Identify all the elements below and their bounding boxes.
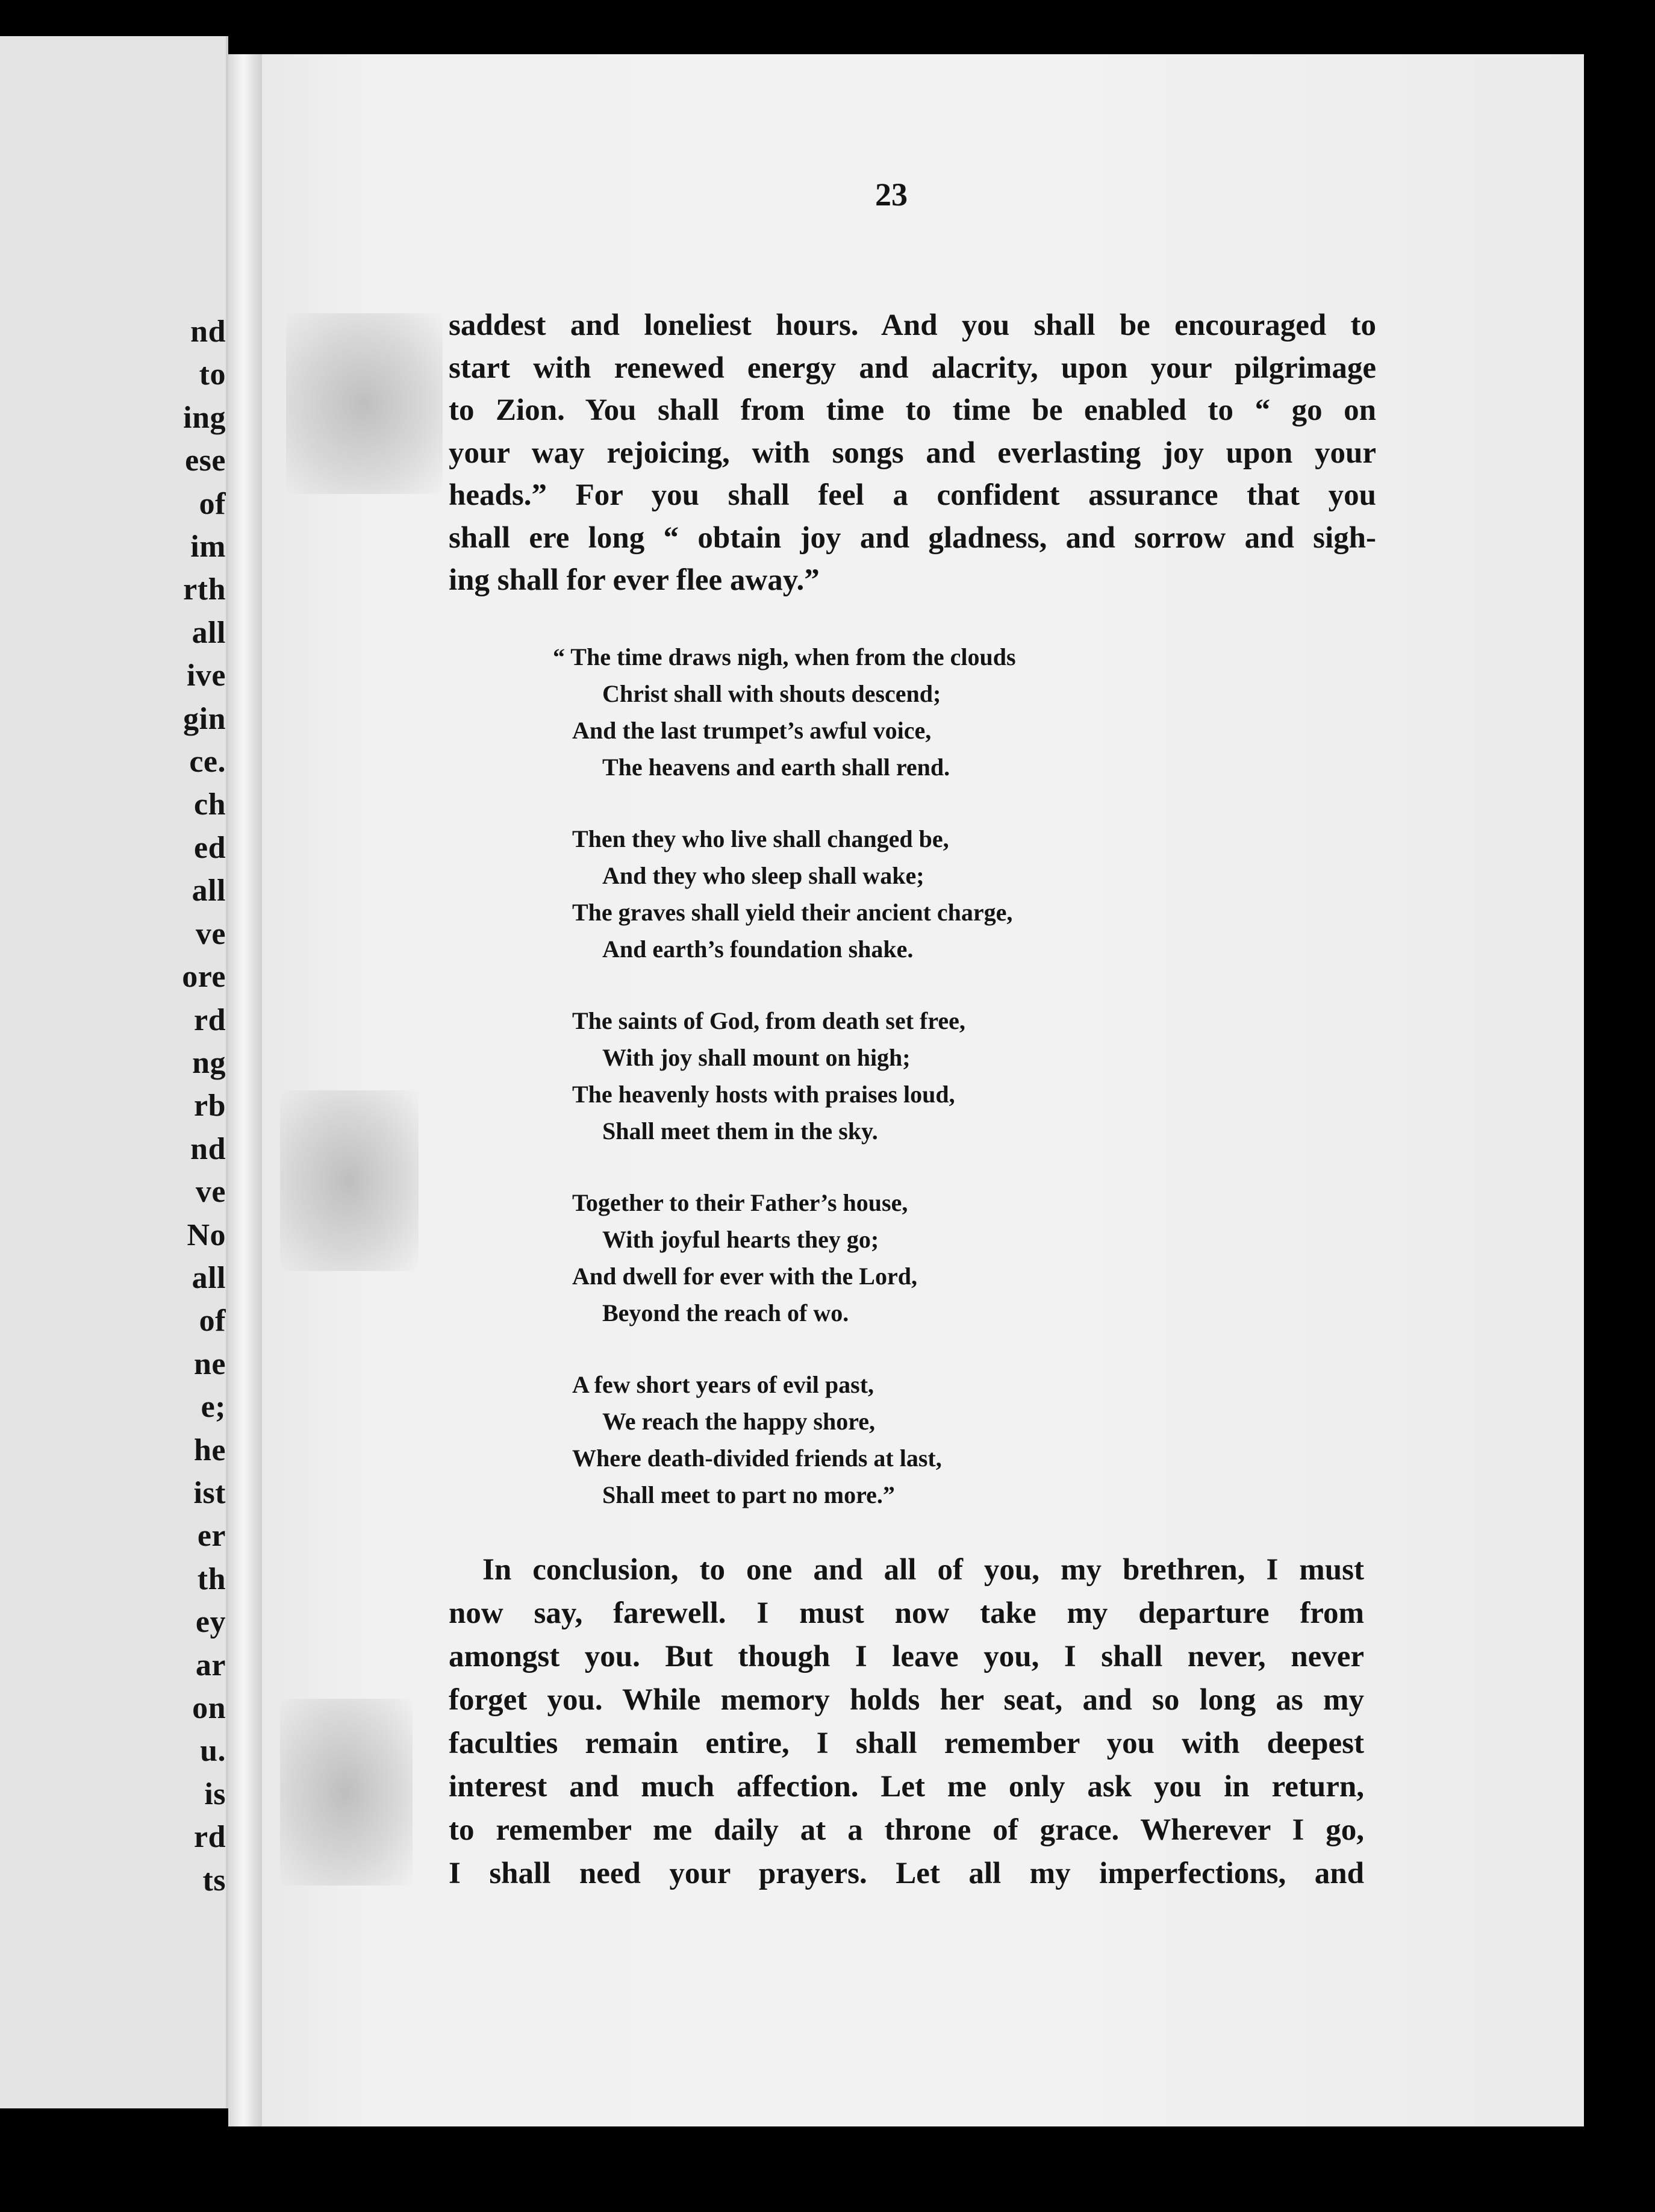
left-fragment: th	[197, 1561, 226, 1596]
left-fragment: ed	[194, 830, 226, 865]
text-line: In conclusion, to one and all of you, my brethren, I must	[482, 1553, 1364, 1587]
poem-line: And earth’s foundation shake.	[602, 936, 914, 963]
text-line: ing shall for ever flee away.”	[449, 563, 820, 597]
left-fragment: ist	[193, 1475, 226, 1510]
left-fragment: on	[192, 1691, 226, 1725]
left-page-text-fragments	[142, 310, 226, 1902]
poem-line: With joyful hearts they go;	[602, 1226, 879, 1253]
left-fragment: ng	[192, 1045, 226, 1080]
text-line: I shall need your prayers. Let all my imperfections, and	[449, 1857, 1364, 1890]
left-fragment: all	[192, 615, 226, 650]
left-fragment: ne	[194, 1346, 226, 1381]
poem-line: The heavenly hosts with praises loud,	[572, 1081, 955, 1108]
poem-stanza	[572, 820, 1235, 967]
text-line: shall ere long “ obtain joy and gladness, and sorrow and sigh-	[449, 520, 1376, 555]
poem-line: Together to their Father’s house,	[572, 1189, 908, 1216]
left-fragment: ore	[182, 960, 226, 995]
text-line: your way rejoicing, with songs and everlasting joy upon your	[449, 436, 1376, 470]
left-fragment: er	[197, 1519, 226, 1554]
paper-stain	[280, 1699, 413, 1886]
poem-line: With joy shall mount on high;	[602, 1044, 911, 1071]
prose-paragraph-conclusion	[449, 1548, 1364, 1895]
paper-stain	[280, 1090, 419, 1271]
poem-line: Where death-divided friends at last,	[572, 1445, 942, 1472]
poem-line: Christ shall with shouts descend;	[602, 680, 941, 707]
text-line: start with renewed energy and alacrity, upon your pilgrimage	[449, 351, 1376, 385]
left-fragment: is	[204, 1776, 226, 1811]
left-fragment: ce.	[189, 745, 226, 780]
poem-line: The saints of God, from death set free,	[572, 1007, 965, 1034]
poem-line: The heavens and earth shall rend.	[602, 754, 950, 781]
left-fragment: to	[199, 357, 226, 392]
left-fragment: ch	[194, 787, 226, 822]
left-fragment: ts	[202, 1863, 226, 1898]
left-fragment: rd	[194, 1820, 226, 1855]
poem-line: Beyond the reach of wo.	[602, 1299, 849, 1326]
left-facing-page	[0, 36, 228, 2108]
poem-line: We reach the happy shore,	[602, 1408, 875, 1435]
left-fragment: all	[192, 873, 226, 908]
text-line: to remember me daily at a throne of grace. Wherever I go,	[449, 1813, 1364, 1847]
left-fragment: rth	[183, 572, 226, 607]
text-line: to Zion. You shall from time to time be enabled to “ go on	[449, 393, 1376, 427]
poem-stanza	[572, 1184, 1235, 1331]
poem-line: And they who sleep shall wake;	[602, 862, 924, 889]
left-fragment: ar	[195, 1648, 226, 1682]
poem-stanza	[572, 1002, 1235, 1149]
text-line: now say, farewell. I must now take my departure from	[449, 1596, 1364, 1630]
poem-line: And the last trumpet’s awful voice,	[572, 717, 932, 744]
left-fragment: u.	[200, 1734, 226, 1769]
text-line: heads.” For you shall feel a confident assurance that you	[449, 478, 1376, 512]
prose-paragraph-top	[449, 304, 1376, 602]
poem-line: Shall meet them in the sky.	[602, 1117, 878, 1145]
text-line: saddest and loneliest hours. And you shall be encouraged to	[449, 308, 1376, 342]
left-fragment: ese	[185, 443, 226, 478]
left-fragment: gin	[183, 701, 226, 736]
poem-stanza	[553, 639, 1235, 786]
text-line: interest and much affection. Let me only ask you in return,	[449, 1770, 1364, 1804]
left-fragment: ey	[195, 1605, 226, 1640]
left-fragment: of	[199, 1304, 226, 1339]
poem-line: A few short years of evil past,	[572, 1371, 874, 1398]
left-fragment: e;	[201, 1390, 226, 1425]
left-fragment: ing	[183, 400, 226, 435]
poem-line: Then they who live shall changed be,	[572, 825, 949, 852]
left-fragment: nd	[190, 314, 226, 349]
left-fragment: all	[192, 1260, 226, 1295]
left-fragment: ve	[195, 1175, 226, 1210]
text-line: faculties remain entire, I shall remember you with deepest	[449, 1726, 1364, 1760]
left-fragment: he	[194, 1432, 226, 1467]
left-fragment: of	[199, 486, 226, 521]
left-fragment: rd	[194, 1002, 226, 1037]
left-fragment: No	[187, 1217, 226, 1252]
poem-line: And dwell for ever with the Lord,	[572, 1263, 917, 1290]
hymn-poem	[553, 639, 1235, 1548]
poem-stanza	[572, 1366, 1235, 1513]
poem-line: The graves shall yield their ancient charge,	[572, 899, 1013, 926]
poem-line: Shall meet to part no more.”	[602, 1481, 895, 1508]
left-fragment: ve	[195, 916, 226, 951]
text-line: forget you. While memory holds her seat, and so long as my	[449, 1683, 1364, 1717]
left-fragment: rb	[194, 1089, 226, 1123]
page-number: 23	[875, 177, 908, 213]
paper-stain	[286, 313, 443, 494]
left-fragment: ive	[186, 658, 226, 693]
left-fragment: nd	[190, 1131, 226, 1166]
poem-line: “ The time draws nigh, when from the clouds	[553, 643, 1016, 670]
text-line: amongst you. But though I leave you, I shall never, never	[449, 1640, 1364, 1673]
page-gutter	[228, 54, 262, 2126]
left-fragment: im	[190, 530, 226, 564]
